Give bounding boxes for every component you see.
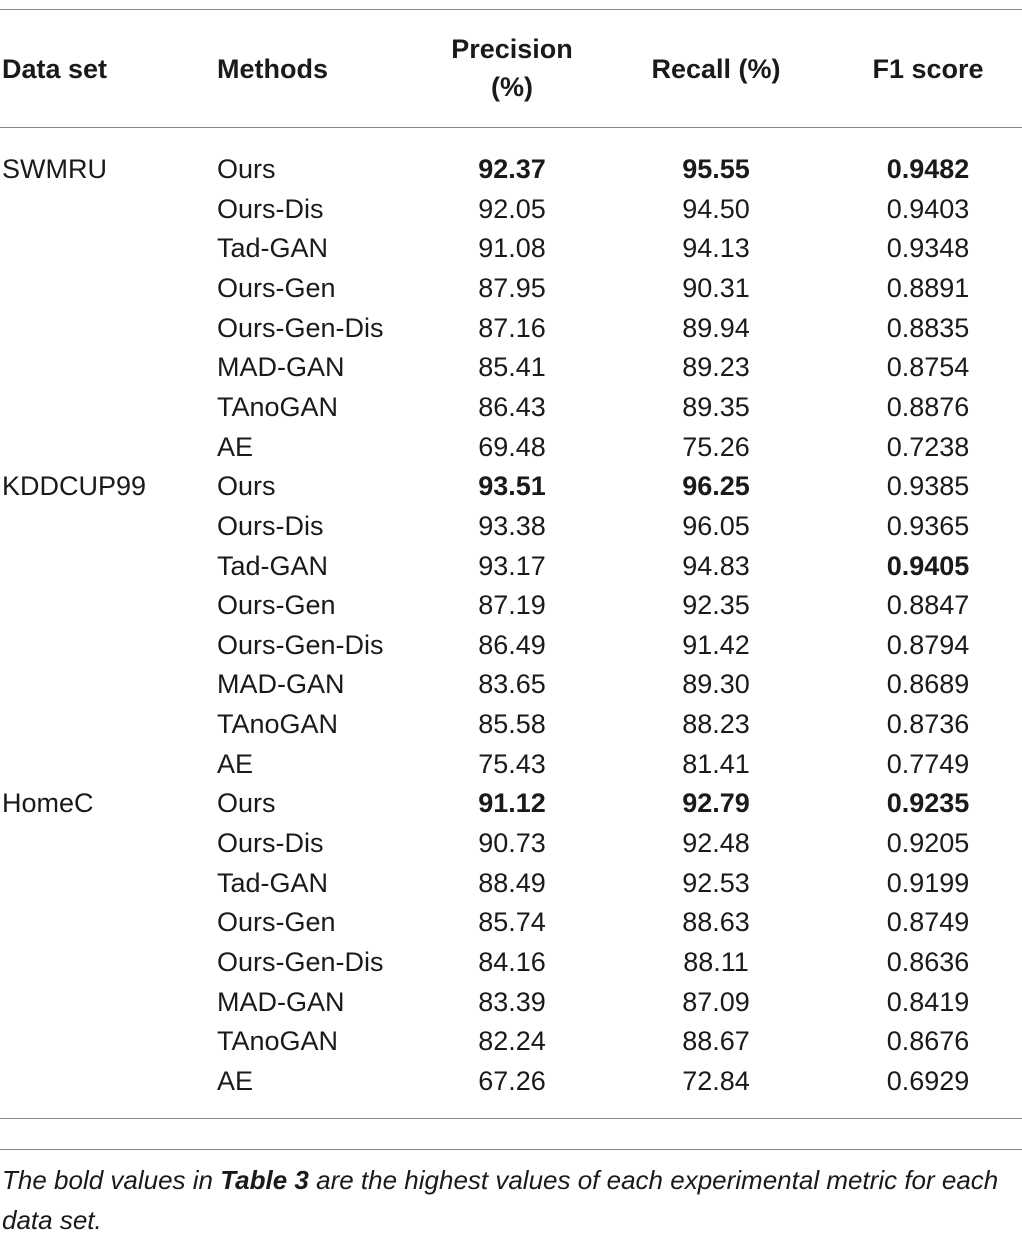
cell-precision: 83.65: [478, 669, 546, 699]
cell-precision: 88.49: [478, 868, 546, 898]
cell-method: Ours-Dis: [217, 194, 324, 224]
cell-method: TAnoGAN: [217, 1026, 339, 1056]
footnote-table-ref: Table 3: [220, 1165, 309, 1195]
cell-recall: 92.48: [682, 828, 750, 858]
cell-method: Ours-Gen: [217, 590, 336, 620]
cell-precision: 92.37: [478, 154, 546, 184]
cell-recall: 94.13: [682, 233, 750, 263]
cell-recall: 87.09: [682, 987, 750, 1017]
cell-recall: 95.55: [682, 154, 750, 184]
cell-precision: 69.48: [478, 432, 546, 462]
cell-f1: 0.9482: [886, 154, 970, 184]
cell-precision: 92.05: [478, 194, 546, 224]
cell-f1: 0.9405: [886, 551, 970, 581]
cell-recall: 89.23: [682, 352, 750, 382]
cell-f1: 0.8876: [886, 392, 970, 422]
cell-method: AE: [217, 432, 254, 462]
table-footnote: [2, 1160, 1012, 1240]
cell-f1: 0.9403: [886, 194, 970, 224]
header-rule: [0, 127, 1022, 128]
table-top-rule: [0, 9, 1022, 10]
cell-f1: 0.9348: [886, 233, 970, 263]
cell-precision: 67.26: [478, 1066, 546, 1096]
cell-recall: 88.63: [682, 907, 750, 937]
cell-f1: 0.8736: [886, 709, 970, 739]
cell-method: Ours: [217, 788, 276, 818]
cell-f1: 0.8754: [886, 352, 970, 382]
cell-f1: 0.8636: [886, 947, 970, 977]
table-bottom-rule: [0, 1118, 1022, 1119]
cell-f1: 0.8891: [886, 273, 970, 303]
header-precision-line2: (%): [491, 72, 533, 102]
header-f1: F1 score: [872, 54, 984, 84]
cell-method: AE: [217, 749, 254, 779]
cell-recall: 89.94: [682, 313, 750, 343]
cell-dataset: HomeC: [2, 788, 94, 818]
cell-f1: 0.8689: [886, 669, 970, 699]
cell-method: AE: [217, 1066, 254, 1096]
header-precision: [430, 30, 594, 106]
cell-precision: 90.73: [478, 828, 546, 858]
footnote-suffix: are the highest values of each experimental metric for each data set.: [2, 1165, 999, 1235]
cell-precision: 86.49: [478, 630, 546, 660]
cell-method: Ours-Gen: [217, 273, 336, 303]
cell-method: Tad-GAN: [217, 233, 329, 263]
cell-dataset: KDDCUP99: [2, 471, 147, 501]
cell-precision: 85.41: [478, 352, 546, 382]
header-precision-line1: Precision: [451, 34, 573, 64]
cell-precision: 85.74: [478, 907, 546, 937]
cell-recall: 92.53: [682, 868, 750, 898]
cell-f1: 0.8847: [886, 590, 970, 620]
cell-method: Ours-Dis: [217, 511, 324, 541]
cell-method: Ours: [217, 154, 276, 184]
cell-recall: 72.84: [682, 1066, 750, 1096]
footnote-prefix: The bold values in: [2, 1165, 221, 1195]
cell-precision: 87.95: [478, 273, 546, 303]
cell-method: MAD-GAN: [217, 352, 345, 382]
cell-precision: 87.16: [478, 313, 546, 343]
cell-recall: 92.35: [682, 590, 750, 620]
cell-f1: 0.9205: [886, 828, 970, 858]
cell-recall: 81.41: [682, 749, 750, 779]
cell-recall: 88.23: [682, 709, 750, 739]
cell-precision: 84.16: [478, 947, 546, 977]
cell-precision: 83.39: [478, 987, 546, 1017]
cell-recall: 96.05: [682, 511, 750, 541]
cell-method: Ours-Gen-Dis: [217, 630, 384, 660]
cell-f1: 0.8794: [886, 630, 970, 660]
cell-precision: 91.08: [478, 233, 546, 263]
cell-f1: 0.6929: [886, 1066, 970, 1096]
header-dataset: Data set: [2, 54, 108, 84]
cell-recall: 91.42: [682, 630, 750, 660]
cell-recall: 94.83: [682, 551, 750, 581]
cell-f1: 0.9365: [886, 511, 970, 541]
cell-recall: 92.79: [682, 788, 750, 818]
cell-recall: 94.50: [682, 194, 750, 224]
cell-f1: 0.7238: [886, 432, 970, 462]
cell-precision: 82.24: [478, 1026, 546, 1056]
cell-recall: 88.67: [682, 1026, 750, 1056]
cell-f1: 0.9235: [886, 788, 970, 818]
cell-method: TAnoGAN: [217, 392, 339, 422]
cell-recall: 75.26: [682, 432, 750, 462]
cell-method: MAD-GAN: [217, 669, 345, 699]
cell-recall: 89.30: [682, 669, 750, 699]
cell-method: Ours: [217, 471, 276, 501]
cell-method: Ours-Gen-Dis: [217, 947, 384, 977]
cell-precision: 87.19: [478, 590, 546, 620]
cell-method: Ours-Gen-Dis: [217, 313, 384, 343]
cell-precision: 93.17: [478, 551, 546, 581]
cell-recall: 96.25: [682, 471, 750, 501]
cell-f1: 0.8419: [886, 987, 970, 1017]
cell-precision: 86.43: [478, 392, 546, 422]
cell-f1: 0.9199: [886, 868, 970, 898]
cell-recall: 89.35: [682, 392, 750, 422]
header-recall: Recall (%): [651, 54, 781, 84]
cell-precision: 93.51: [478, 471, 546, 501]
cell-f1: 0.7749: [886, 749, 970, 779]
cell-method: MAD-GAN: [217, 987, 345, 1017]
cell-precision: 75.43: [478, 749, 546, 779]
cell-f1: 0.8676: [886, 1026, 970, 1056]
cell-dataset: SWMRU: [2, 154, 107, 184]
cell-f1: 0.8749: [886, 907, 970, 937]
header-methods: Methods: [217, 54, 328, 84]
cell-method: Ours-Gen: [217, 907, 336, 937]
cell-precision: 91.12: [478, 788, 546, 818]
cell-method: TAnoGAN: [217, 709, 339, 739]
cell-method: Ours-Dis: [217, 828, 324, 858]
cell-precision: 93.38: [478, 511, 546, 541]
footnote-rule: [0, 1149, 1022, 1150]
cell-recall: 90.31: [682, 273, 750, 303]
cell-method: Tad-GAN: [217, 551, 329, 581]
cell-f1: 0.8835: [886, 313, 970, 343]
cell-f1: 0.9385: [886, 471, 970, 501]
cell-precision: 85.58: [478, 709, 546, 739]
cell-method: Tad-GAN: [217, 868, 329, 898]
cell-recall: 88.11: [683, 947, 749, 977]
